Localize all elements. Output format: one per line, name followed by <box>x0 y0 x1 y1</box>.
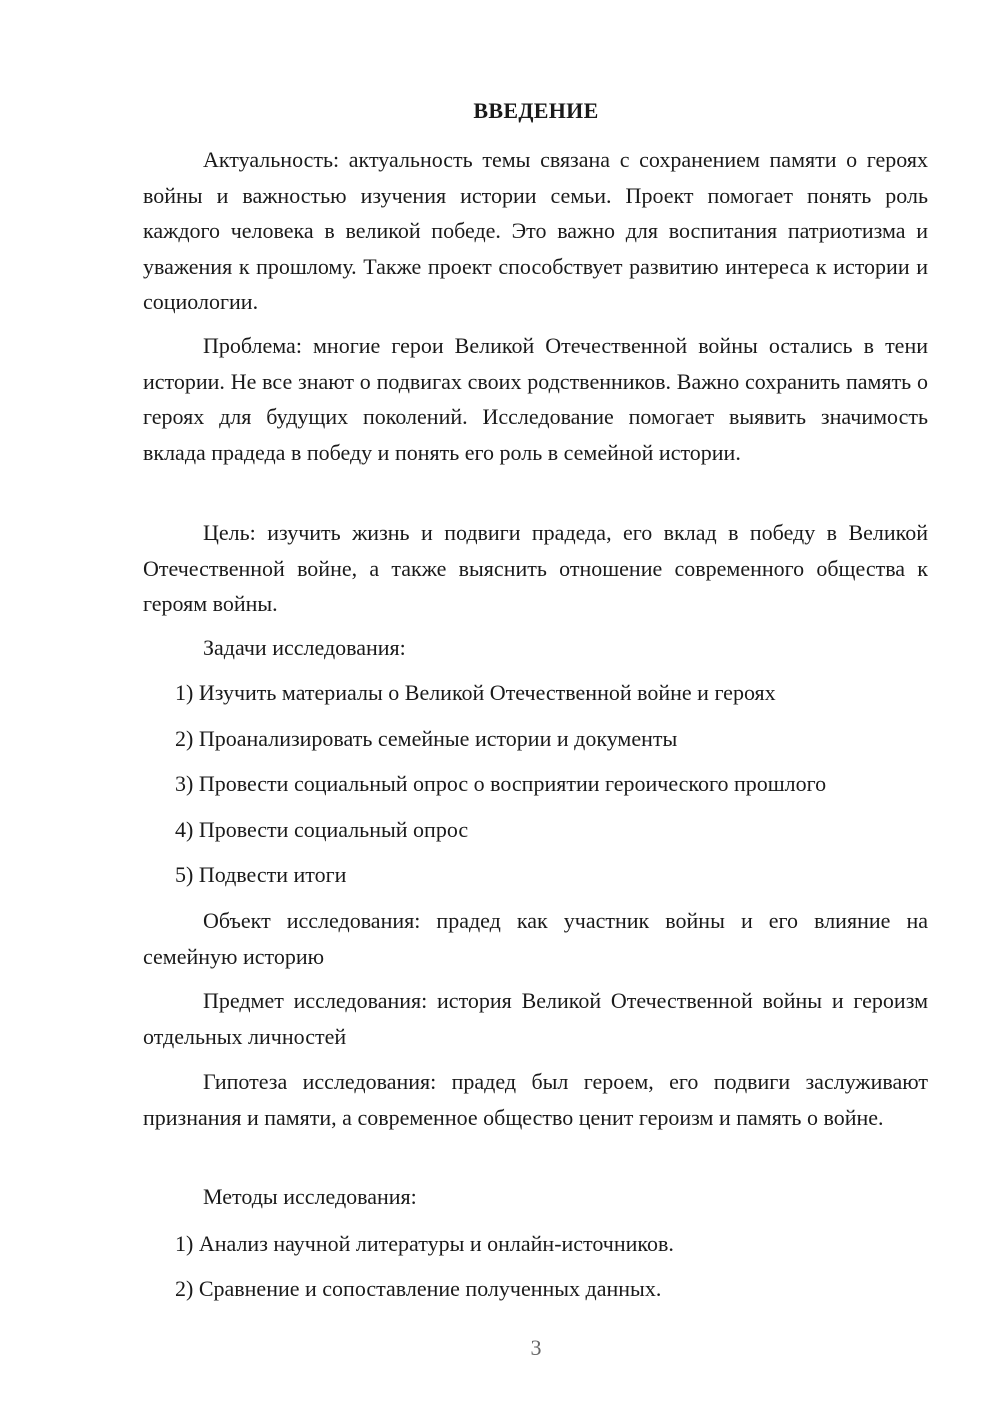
section-title: ВВЕДЕНИЕ <box>473 98 599 123</box>
paragraph-subject: Предмет исследования: история Великой Отечественной войны и героизм отдельных личностей <box>143 988 928 1049</box>
page-number: 3 <box>530 1335 542 1360</box>
method-item: 1) Анализ научной литературы и онлайн-источников. <box>175 1231 674 1256</box>
paragraph-relevance: Актуальность: актуальность темы связана с сохранением памяти о героях войны и важностью изучения истории семьи. Проект помогает понять роль каждого человека в великой победе. Это важно для воспитания патриотизма и уважения к прошлому. Также проект способствует развитию интереса к истории и социологии. <box>143 147 928 314</box>
task-item: 5) Подвести итоги <box>175 862 347 887</box>
methods-heading: Методы исследования: <box>203 1184 417 1209</box>
task-item: 4) Провести социальный опрос <box>175 817 469 842</box>
task-item: 3) Провести социальный опрос о восприятии героического прошлого <box>175 771 827 796</box>
method-item: 2) Сравнение и сопоставление полученных данных. <box>175 1276 662 1301</box>
paragraph-hypothesis: Гипотеза исследования: прадед был героем, его подвиги заслуживают признания и памяти, а современное общество ценит героизм и память о войне. <box>143 1069 928 1130</box>
paragraph-object: Объект исследования: прадед как участник войны и его влияние на семейную историю <box>143 908 928 969</box>
tasks-heading: Задачи исследования: <box>203 635 406 660</box>
task-item: 1) Изучить материалы о Великой Отечественной войне и героях <box>175 680 776 705</box>
task-item: 2) Проанализировать семейные истории и документы <box>175 726 678 751</box>
paragraph-goal: Цель: изучить жизнь и подвиги прадеда, его вклад в победу в Великой Отечественной войне, а также выяснить отношение современного общества к героям войны. <box>143 520 928 616</box>
paragraph-problem: Проблема: многие герои Великой Отечественной войны остались в тени истории. Не все знают о подвигах своих родственников. Важно сохранить память о героях для будущих поколений. Исследование помогает выявить значимость вклада прадеда в победу и понять его роль в семейной истории. <box>143 333 928 465</box>
